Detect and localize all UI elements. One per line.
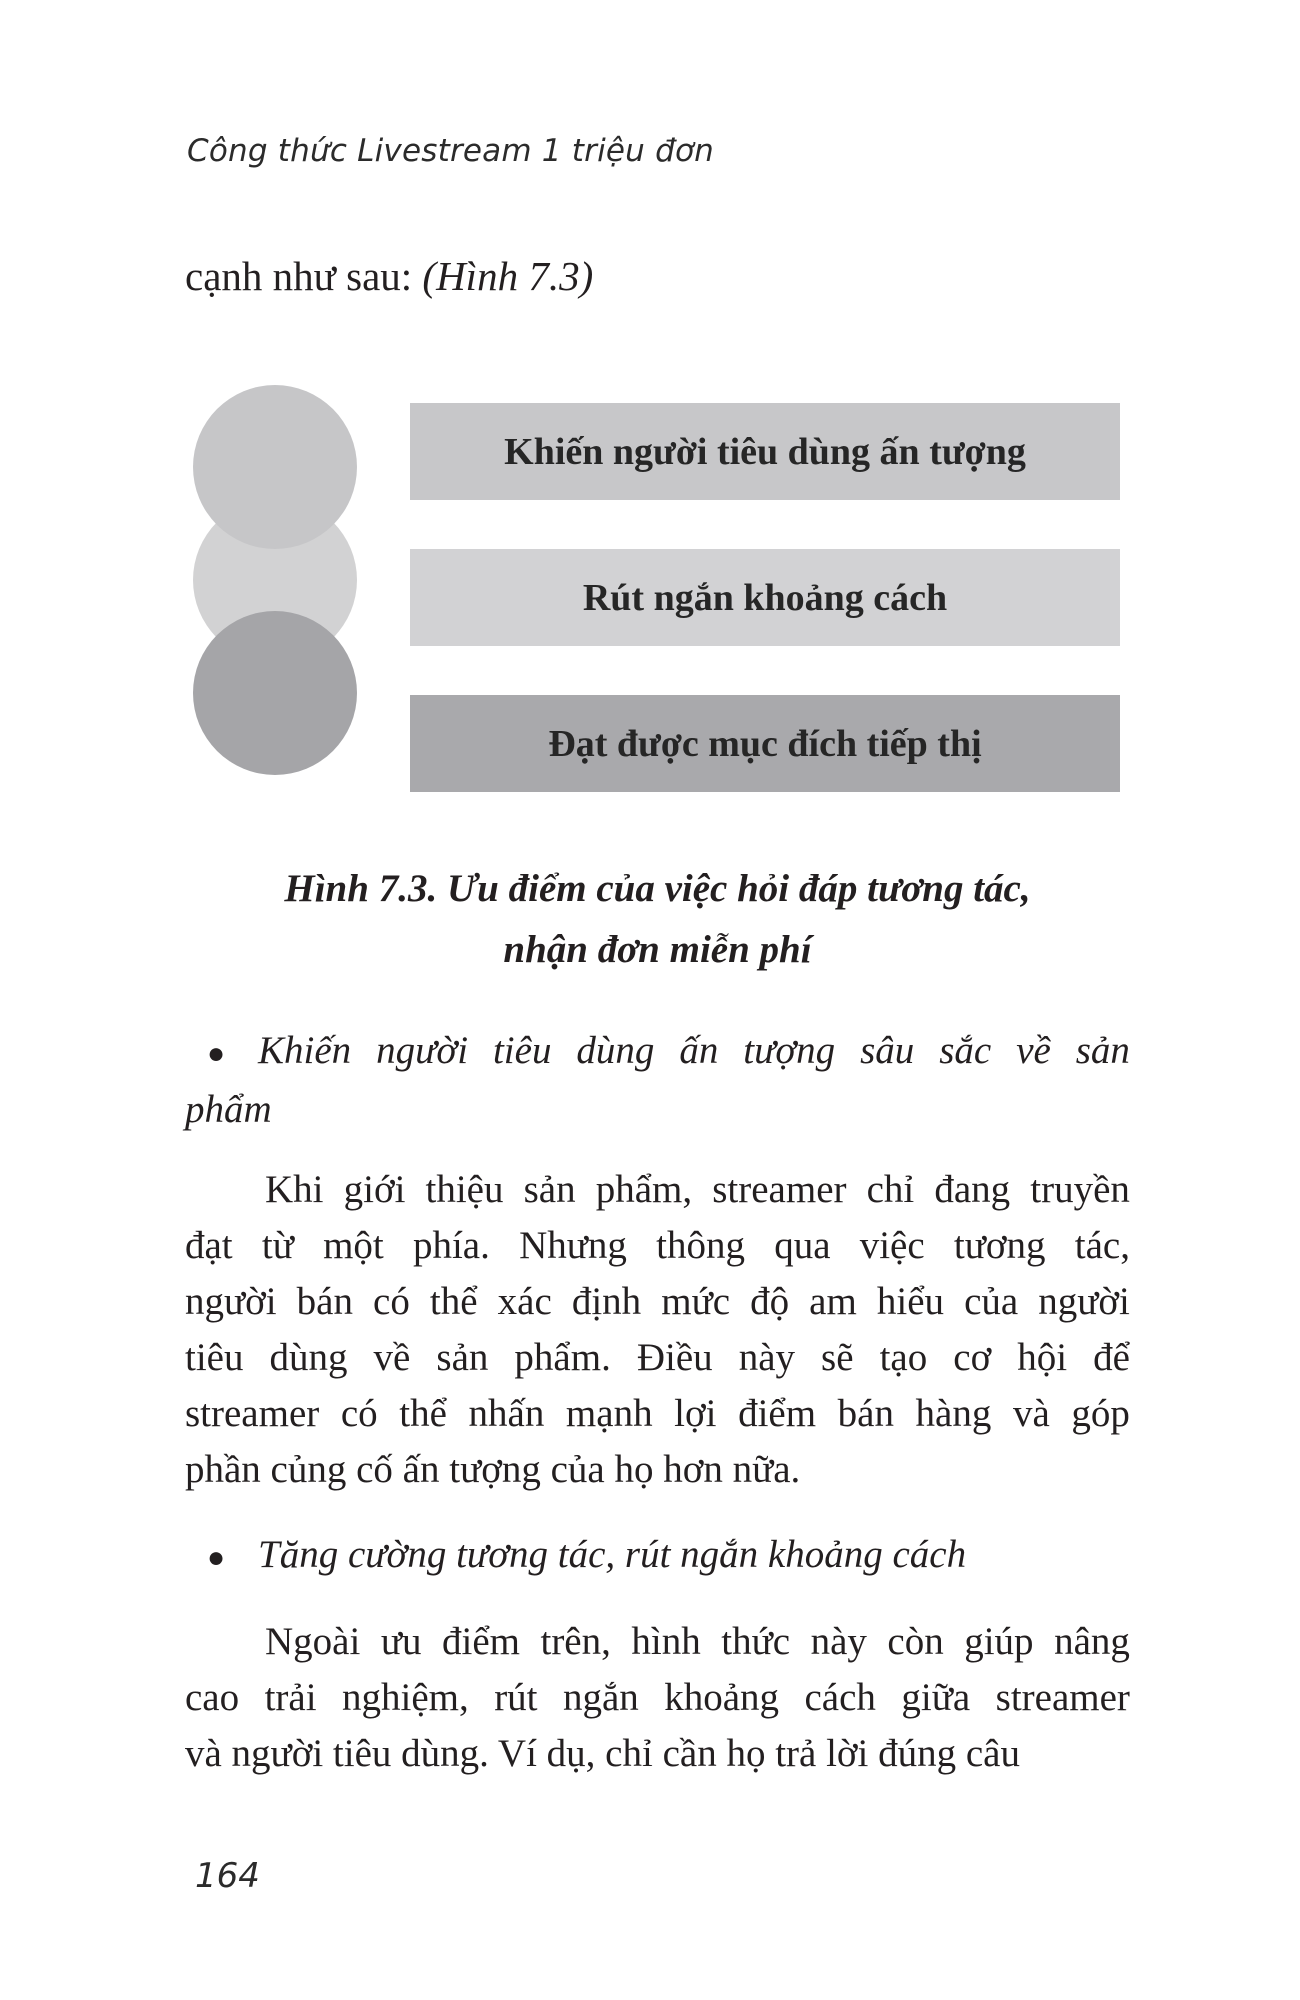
paragraph-line: phần củng cố ấn tượng của họ hơn nữa. xyxy=(185,1448,801,1491)
diagram-box-marketing-goal-label: Đạt được mục đích tiếp thị xyxy=(548,722,982,765)
diagram-box-impress xyxy=(410,403,1120,500)
diagram-box-shorten-distance xyxy=(410,549,1120,646)
intro-text: cạnh như sau: xyxy=(185,253,423,299)
diagram-box-impress-label: Khiến người tiêu dùng ấn tượng xyxy=(504,430,1026,473)
diagram-circle-top xyxy=(193,385,357,549)
bullet-icon: ● xyxy=(207,1037,226,1070)
figure-reference: (Hình 7.3) xyxy=(422,253,594,299)
diagram-box-shorten-distance-label: Rút ngắn khoảng cách xyxy=(582,576,948,619)
bullet-item-2 xyxy=(185,1527,1130,1586)
paragraph-2 xyxy=(185,1614,1130,1782)
running-header: Công thức Livestream 1 triệu đơn xyxy=(187,133,714,169)
paragraph-line: cao trải nghiệm, rút ngắn khoảng cách giữa streamer xyxy=(185,1676,1130,1719)
bullet-item-1 xyxy=(185,1023,1130,1138)
figure-caption xyxy=(185,858,1130,980)
paragraph-line: Khi giới thiệu sản phẩm, streamer chỉ đang truyền xyxy=(265,1168,1130,1211)
paragraph-line: tiêu dùng về sản phẩm. Điều này sẽ tạo cơ hội để xyxy=(185,1336,1130,1379)
bullet-icon: ● xyxy=(207,1541,226,1574)
bullet-item-1-line2: phẩm xyxy=(185,1088,272,1131)
bullet-item-1-line1 xyxy=(185,1023,1130,1082)
figure-caption-line1: Hình 7.3. Ưu điểm của việc hỏi đáp tương tác, xyxy=(284,867,1031,910)
page-number: 164 xyxy=(195,1856,260,1896)
paragraph-line: Ngoài ưu điểm trên, hình thức này còn giúp nâng xyxy=(265,1620,1130,1663)
paragraph-line: người bán có thể xác định mức độ am hiểu của người xyxy=(185,1280,1130,1323)
paragraph-1 xyxy=(185,1162,1130,1498)
bullet-item-2-line1 xyxy=(185,1527,1130,1586)
figure-diagram xyxy=(0,0,1300,820)
bullet-item-2-text: Tăng cường tương tác, rút ngắn khoảng cách xyxy=(258,1533,967,1576)
bullet-item-1-text: Khiến người tiêu dùng ấn tượng sâu sắc về sản xyxy=(258,1029,1130,1072)
paragraph-line: đạt từ một phía. Nhưng thông qua việc tương tác, xyxy=(185,1224,1130,1267)
diagram-circle-bottom xyxy=(193,611,357,775)
paragraph-line: streamer có thể nhấn mạnh lợi điểm bán hàng và góp xyxy=(185,1392,1130,1435)
paragraph-line: và người tiêu dùng. Ví dụ, chỉ cần họ trả lời đúng câu xyxy=(185,1732,1020,1775)
diagram-box-marketing-goal xyxy=(410,695,1120,792)
figure-caption-line2: nhận đơn miễn phí xyxy=(503,928,812,971)
